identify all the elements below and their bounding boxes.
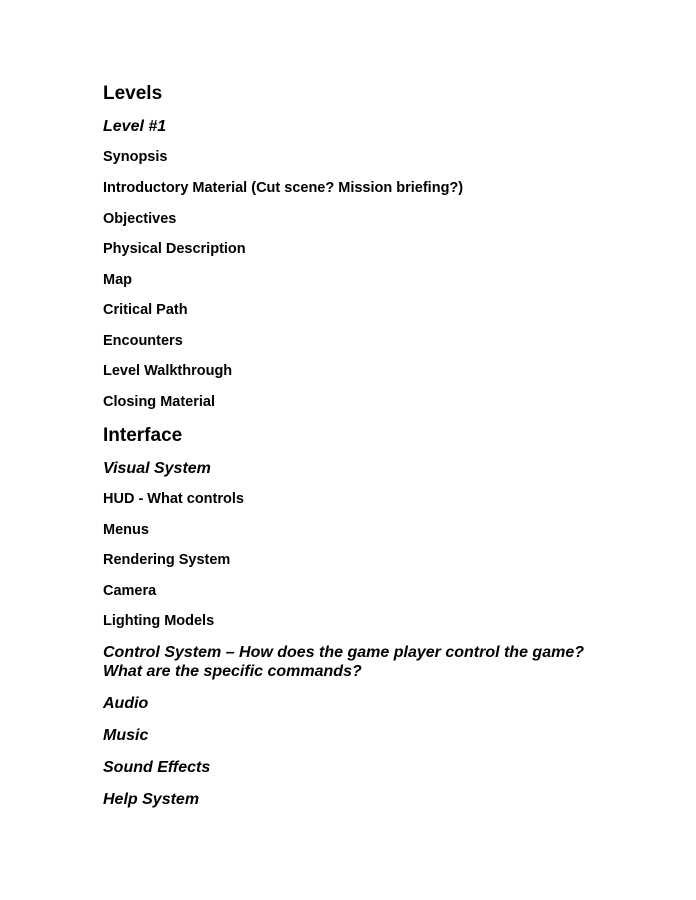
heading-visual-system: Visual System [103,460,211,477]
heading-menus: Menus [103,522,149,538]
heading-help-system: Help System [103,791,200,808]
heading-synopsis: Synopsis [103,149,168,165]
heading-rendering-system: Rendering System [103,552,231,568]
heading-hud: HUD - What controls [103,491,244,507]
heading-physical-description: Physical Description [103,241,246,257]
heading-level-1: Level #1 [103,118,167,135]
heading-map: Map [103,272,132,288]
heading-sound-effects: Sound Effects [103,759,211,776]
heading-encounters: Encounters [103,333,183,349]
heading-introductory-material: Introductory Material (Cut scene? Mission briefing?) [103,180,464,196]
heading-interface: Interface [103,425,183,446]
heading-music: Music [103,727,149,744]
heading-lighting-models: Lighting Models [103,613,215,629]
heading-levels: Levels [103,83,163,104]
heading-level-walkthrough: Level Walkthrough [103,363,233,379]
heading-critical-path: Critical Path [103,302,188,318]
heading-camera: Camera [103,583,157,599]
heading-closing-material: Closing Material [103,394,215,410]
heading-audio: Audio [103,695,149,712]
heading-control-system: Control System – How does the game player control the game? What are the specific commands? [103,644,584,680]
heading-objectives: Objectives [103,211,177,227]
